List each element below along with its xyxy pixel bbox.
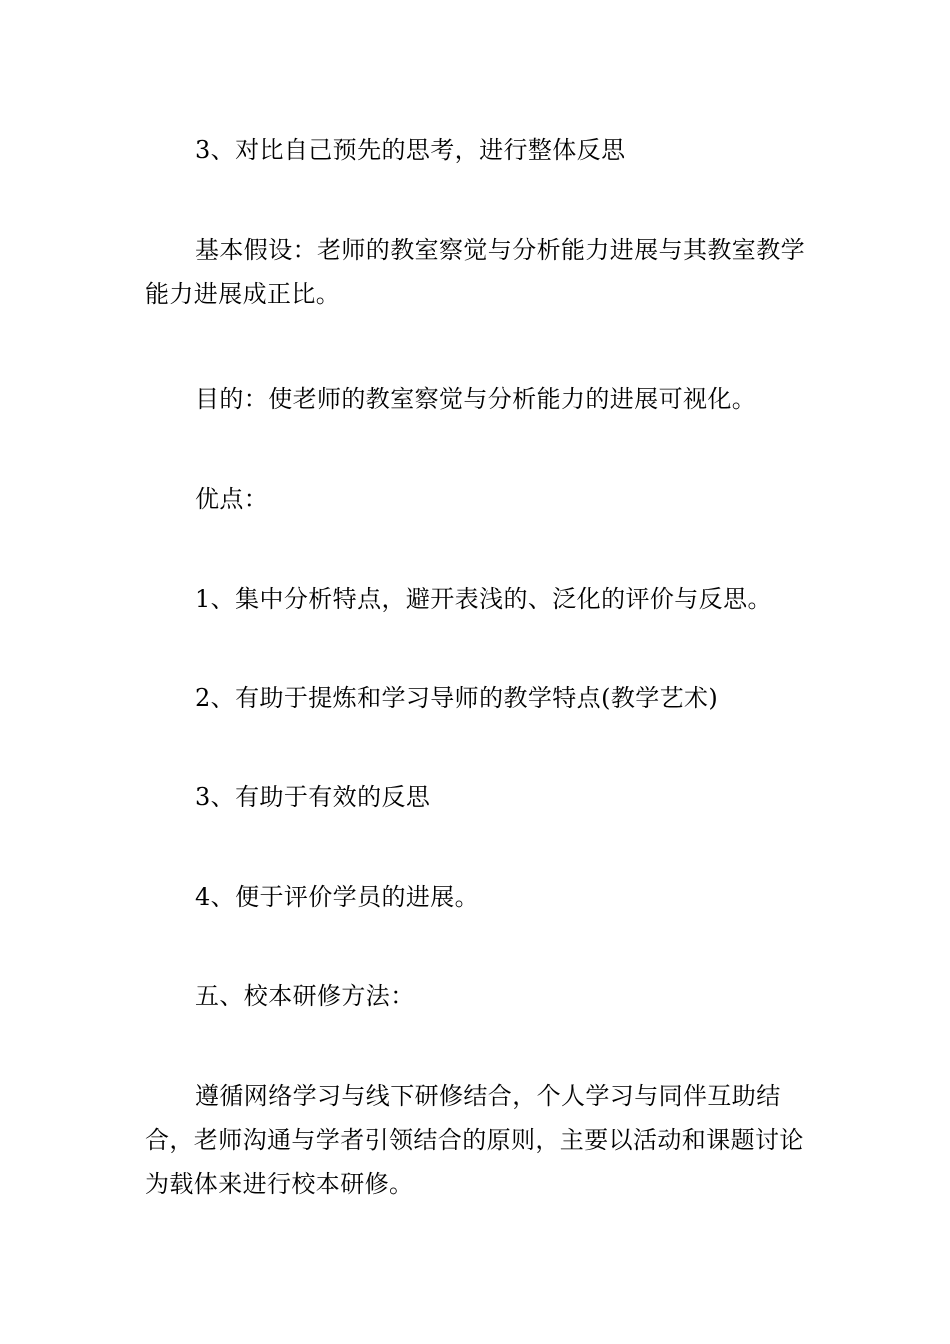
paragraph-advantages-heading: 优点： — [195, 485, 269, 513]
paragraph-advantage-4: 4、便于评价学员的进展。 — [195, 883, 480, 911]
paragraph-advantage-2: 2、有助于提炼和学习导师的教学特点(教学艺术) — [195, 684, 719, 712]
paragraph-reflection-step: 3、对比自己预先的思考，进行整体反思 — [195, 136, 626, 164]
paragraph-methods-body: 遵循网络学习与线下研修结合，个人学习与同伴互助结合，老师沟通与学者引领结合的原则，主要以活动和课题讨论为载体来进行校本研修。 — [145, 1082, 804, 1198]
paragraph-advantage-1: 1、集中分析特点，避开表浅的、泛化的评价与反思。 — [195, 585, 772, 613]
section-heading-methods: 五、校本研修方法： — [195, 982, 415, 1010]
paragraph-advantage-3: 3、有助于有效的反思 — [195, 783, 431, 811]
paragraph-purpose: 目的：使老师的教室察觉与分析能力的进展可视化。 — [195, 385, 757, 413]
paragraph-basic-hypothesis: 基本假设：老师的教室察觉与分析能力进展与其教室教学能力进展成正比。 — [145, 236, 805, 308]
